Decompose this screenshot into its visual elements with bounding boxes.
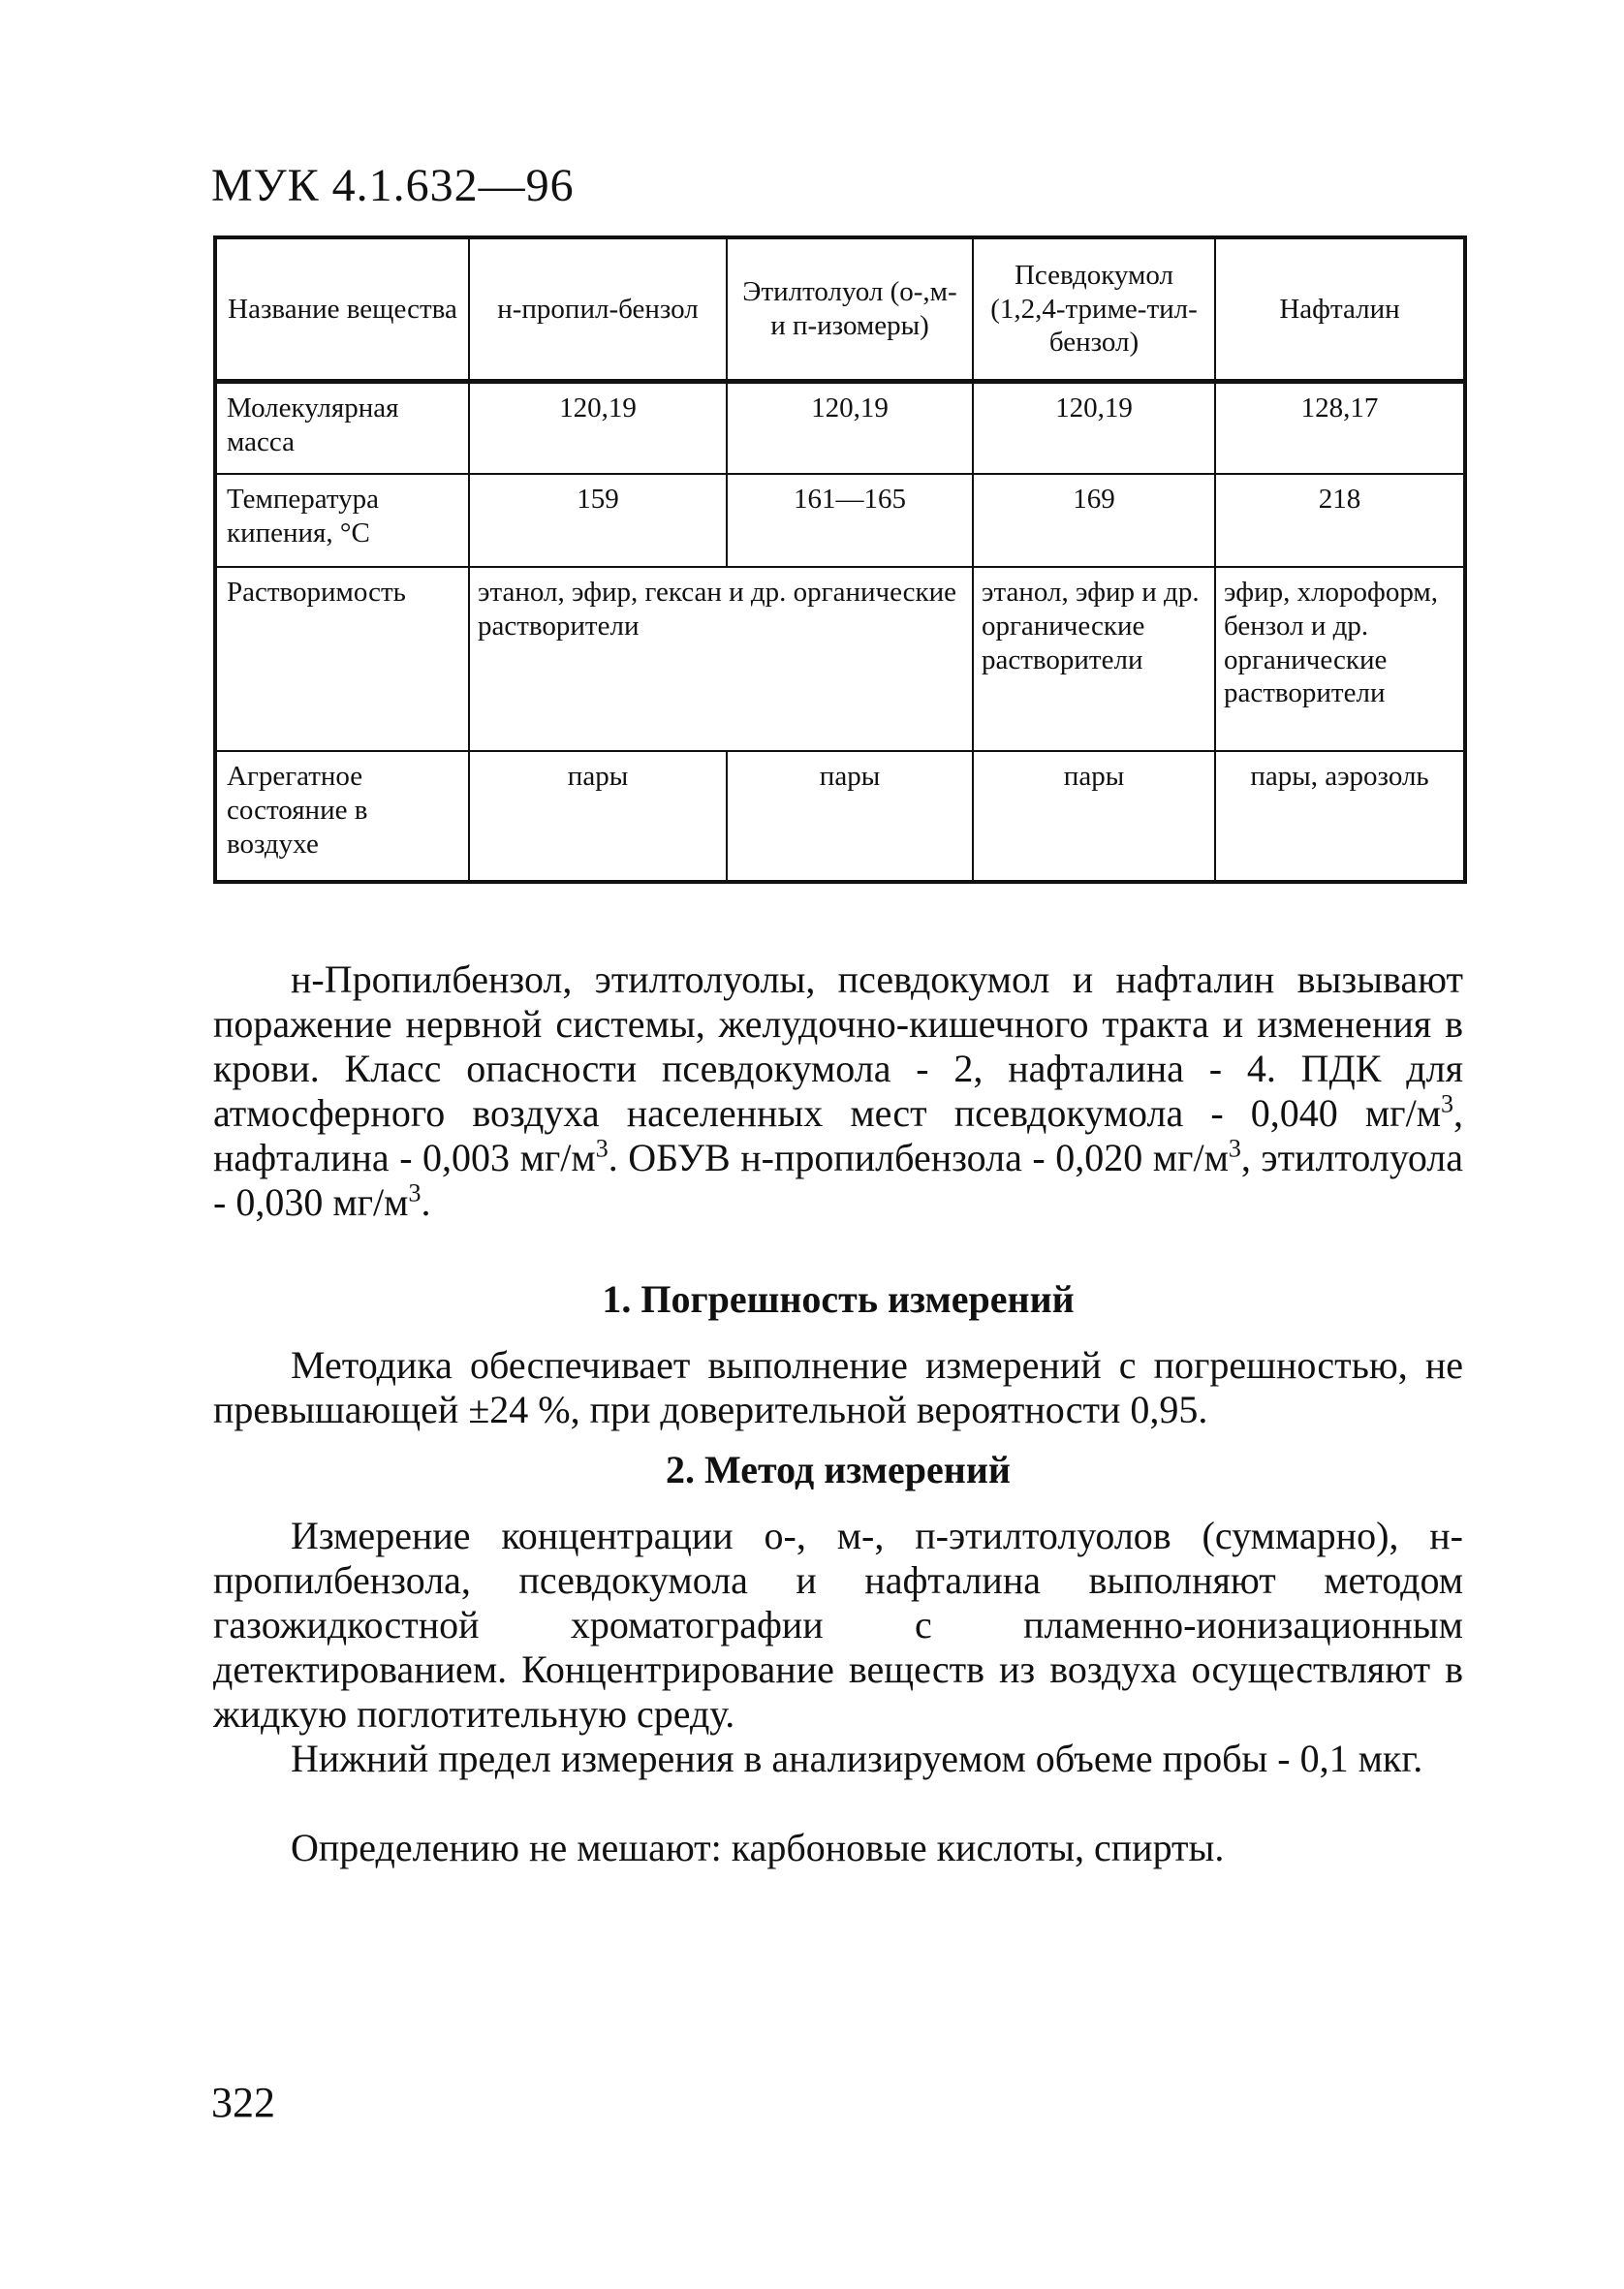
header-n-propylbenzene: н-пропил-бензол [469,237,727,382]
table-row [215,567,1465,751]
section-2-paragraph-2: Нижний предел измерения в анализируемом объеме пробы - 0,1 мкг. [291,1737,1423,1780]
table-row [215,382,1465,475]
section-1-heading: 1. Погрешность измерений [602,1277,1075,1321]
table-row [215,751,1465,882]
document-code-header: МУК 4.1.632—96 [211,160,575,211]
section-2-paragraph-3: Определению не мешают: карбоновые кислоты, спирты. [291,1826,1225,1869]
intro-text-4: , этилтолуола - 0,030 мг/м [213,1136,1464,1224]
table-cell: пары [973,751,1215,882]
section-2-heading: 2. Метод измерений [666,1448,1011,1491]
row-label-molecular-mass: Молекулярная масса [215,382,469,475]
table-cell: пары [469,751,727,882]
table-cell: этанол, эфир и др. органические растворители [973,567,1215,751]
substance-properties-table [213,235,1467,884]
superscript: 3 [1441,1089,1453,1118]
row-label-solubility: Растворимость [215,567,469,751]
table-cell: 120,19 [469,382,727,475]
header-ethyltoluene: Этилтолуол (о-,м- и п-изомеры) [727,237,973,382]
superscript: 3 [595,1134,609,1163]
table-cell: 128,17 [1215,382,1465,475]
superscript: 3 [408,1178,422,1207]
table-row [215,474,1465,567]
row-label-boiling-point: Температура кипения, °С [215,474,469,567]
table-cell: 120,19 [727,382,973,475]
table-cell: пары [727,751,973,882]
header-substance-name: Название вещества [215,237,469,382]
intro-paragraph [213,957,1463,1225]
intro-text-5: . [421,1180,431,1224]
intro-text-2: , нафталина - 0,003 мг/м [213,1091,1463,1179]
table-cell: 161—165 [727,474,973,567]
superscript: 3 [1228,1134,1241,1163]
intro-text-1: н-Пропилбензол, этилтолуолы, псевдокумол и нафталин вызывают поражение нервной системы, желудочно-кишечного тракта и изменения в крови. Класс опасности псевдокумола - 2, нафталина - 4. ПДК для атмосферного воздуха населенных мест псевдокумола - 0,040 мг/м [213,957,1463,1135]
table-cell: этанол, эфир, гексан и др. органические растворители [469,567,973,751]
table-cell: пары, аэрозоль [1215,751,1465,882]
header-pseudocumene: Псевдокумол (1,2,4-триме-тил-бензол) [973,237,1215,382]
table-cell: 169 [973,474,1215,567]
table-cell: 218 [1215,474,1465,567]
page-number: 322 [211,2079,275,2126]
row-label-aggregate-state: Агрегатное состояние в воздухе [215,751,469,882]
table-cell: эфир, хлороформ, бензол и др. органические растворители [1215,567,1465,751]
table-cell: 159 [469,474,727,567]
intro-text-3: . ОБУВ н-пропилбензола - 0,020 мг/м [608,1136,1229,1179]
section-1-paragraph: Методика обеспечивает выполнение измерений с погрешностью, не превышающей ±24 %, при доверительной вероятности 0,95. [213,1343,1463,1431]
section-2-paragraph-1: Измерение концентрации о-, м-, п-этилтолуолов (суммарно), н-пропилбензола, псевдокумола и нафталина выполняют методом газожидкостной хроматографии с пламенно-ионизационным детектированием. Концентрирование веществ из воздуха осуществляют в жидкую поглотительную среду. [213,1514,1463,1736]
table-cell: 120,19 [973,382,1215,475]
table-header-row [215,237,1465,382]
header-naphthalene: Нафталин [1215,237,1465,382]
